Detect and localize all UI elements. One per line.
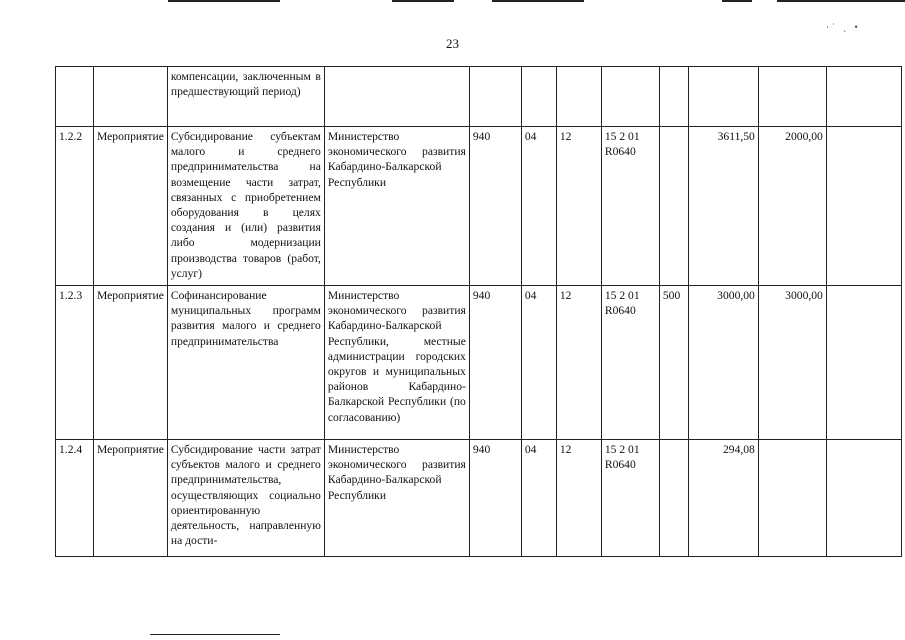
cell-description: Софинансирование муниципальных программ развития малого и среднего предпринимательства — [167, 286, 324, 440]
cell-vr — [659, 440, 688, 557]
cell-type — [94, 67, 168, 127]
cell-grbs: 940 — [469, 127, 521, 286]
cell-num: 1.2.2 — [56, 127, 94, 286]
cell-description: Субсидирование субъектам малого и среднего предпринимательства на возмещение части затрат, связанных с приобретением оборудования в целях создания и (или) развития либо модернизации производства товаров (работ, услуг) — [167, 127, 324, 286]
cell-executor: Министерство экономического развития Кабардино-Балкарской Республики — [324, 127, 469, 286]
cell-executor: Министерство экономического развития Кабардино-Балкарской Республики, местные администрации городских округов и муниципальных районов Кабардино-Балкарской Республики (по согласованию) — [324, 286, 469, 440]
cell-type: Мероприятие — [94, 440, 168, 557]
scan-artifact-line — [722, 0, 752, 2]
table-row — [56, 67, 902, 127]
cell-grbs: 940 — [469, 440, 521, 557]
cell-value-2: 2000,00 — [758, 127, 826, 286]
cell-rz — [521, 67, 556, 127]
table-row — [56, 440, 902, 557]
cell-value-1: 3000,00 — [688, 286, 758, 440]
cell-vr: 500 — [659, 286, 688, 440]
cell-csr — [601, 67, 659, 127]
cell-description: компенсации, заключенным в предшествующий период) — [167, 67, 324, 127]
cell-rz: 04 — [521, 286, 556, 440]
cell-vr — [659, 67, 688, 127]
cell-value-1: 294,08 — [688, 440, 758, 557]
cell-csr: 15 2 01 R0640 — [601, 286, 659, 440]
budget-table — [55, 66, 902, 557]
cell-num — [56, 67, 94, 127]
cell-type: Мероприятие — [94, 286, 168, 440]
scan-artifact-line — [168, 0, 280, 2]
cell-value-3 — [826, 286, 901, 440]
cell-value-2 — [758, 67, 826, 127]
cell-value-2 — [758, 440, 826, 557]
cell-executor: Министерство экономического развития Кабардино-Балкарской Республики — [324, 440, 469, 557]
cell-pr: 12 — [556, 127, 601, 286]
cell-num: 1.2.3 — [56, 286, 94, 440]
cell-value-2: 3000,00 — [758, 286, 826, 440]
scan-artifact-line — [492, 0, 584, 2]
scan-specks: ·˙ ˏ • — [826, 22, 861, 32]
page-number: 23 — [446, 36, 459, 51]
cell-vr — [659, 127, 688, 286]
cell-rz: 04 — [521, 440, 556, 557]
scan-artifact-line — [392, 0, 454, 2]
cell-type: Мероприятие — [94, 127, 168, 286]
cell-value-3 — [826, 440, 901, 557]
table-row — [56, 286, 902, 440]
cell-executor — [324, 67, 469, 127]
cell-value-3 — [826, 67, 901, 127]
cell-pr: 12 — [556, 440, 601, 557]
cell-pr: 12 — [556, 286, 601, 440]
cell-value-1 — [688, 67, 758, 127]
cell-grbs — [469, 67, 521, 127]
table-row — [56, 127, 902, 286]
cell-value-1: 3611,50 — [688, 127, 758, 286]
cell-rz: 04 — [521, 127, 556, 286]
scan-artifact-line — [777, 0, 905, 2]
cell-description: Субсидирование части затрат субъектов малого и среднего предпринимательства, осуществляющих социально ориентированную деятельность, направленную на дости- — [167, 440, 324, 557]
cell-pr — [556, 67, 601, 127]
cell-csr: 15 2 01 R0640 — [601, 440, 659, 557]
cell-value-3 — [826, 127, 901, 286]
scan-artifact-line — [150, 634, 280, 635]
cell-csr: 15 2 01 R0640 — [601, 127, 659, 286]
cell-grbs: 940 — [469, 286, 521, 440]
cell-num: 1.2.4 — [56, 440, 94, 557]
